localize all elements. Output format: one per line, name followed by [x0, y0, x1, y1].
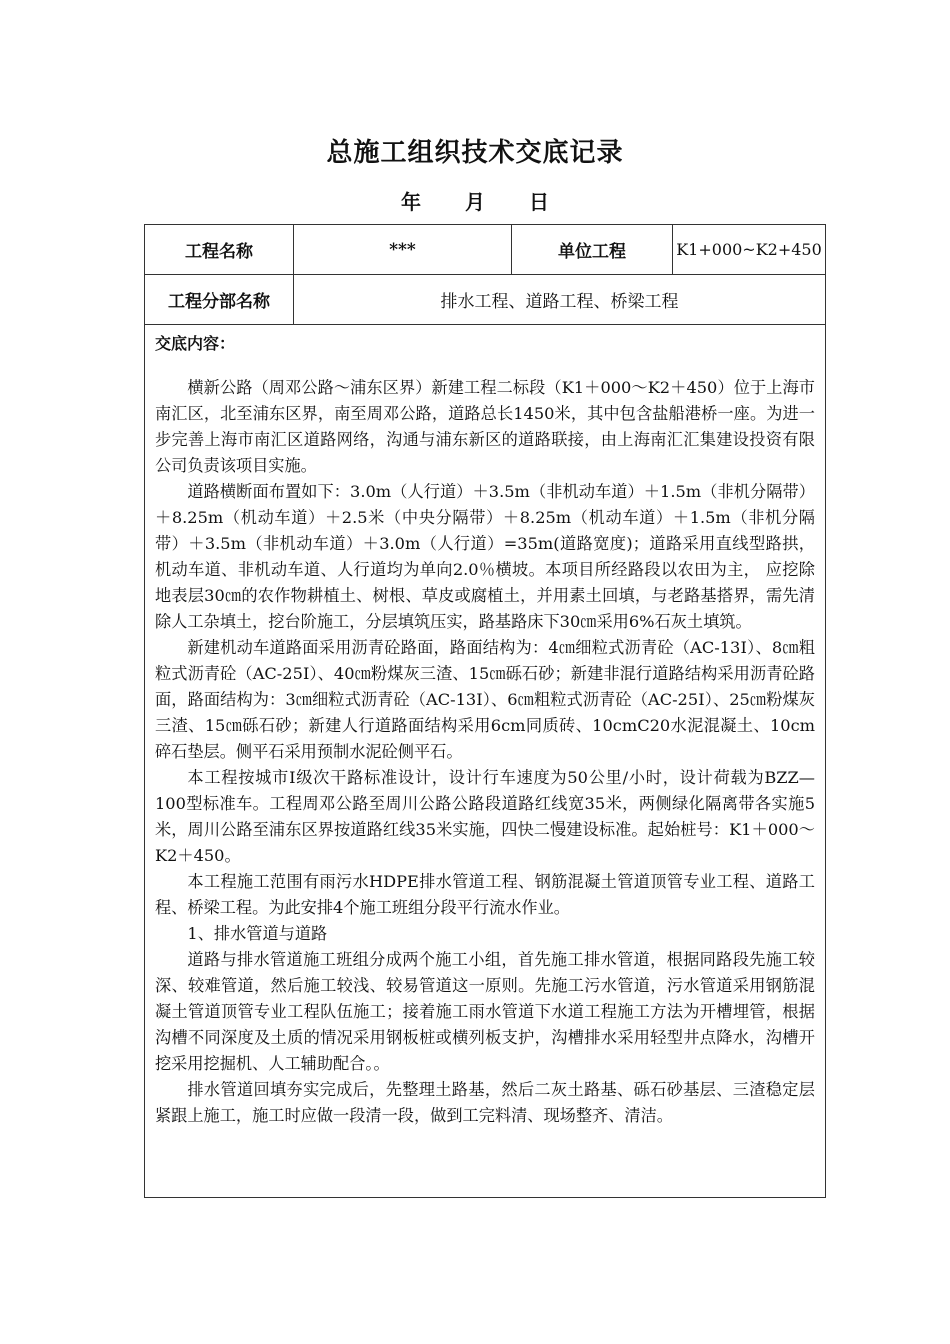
paragraph-backfill: 排水管道回填夯实完成后，先整理土路基，然后二灰土路基、砾石砂基层、三渣稳定层紧跟上施工，施工时应做一段清一段，做到工完料清、现场整齐、清洁。: [155, 1080, 815, 1125]
unit-project-value: K1+000~K2+450: [673, 225, 826, 275]
paragraph-drainage-method: 道路与排水管道施工班组分成两个施工小组，首先施工排水管道，根据同路段先施工较深、较难管道，然后施工较浅、较易管道这一原则。先施工污水管道，污水管道采用钢筋混凝土管道顶管专业工程队伍施工；接着施工雨水管道下水道工程施工方法为开槽埋管，根据沟槽不同深度及土质的情况采用钢板桩或横列板支护，沟槽排水采用轻型井点降水，沟槽开挖采用挖掘机、人工辅助配合。。: [155, 950, 815, 1073]
date-month: 月: [465, 190, 485, 214]
section-heading-drainage: 1、排水管道与道路: [187, 924, 328, 943]
paragraph-pavement: 新建机动车道路面采用沥青砼路面，路面结构为：4㎝细粒式沥青砼（AC-13Ⅰ）、8㎝粗粒式沥青砼（AC-25Ⅰ）、40㎝粉煤灰三渣、15㎝砾石砂；新建非混行道路结构采用沥青砼路面，路面结构为：3㎝细粒式沥青砼（AC-13Ⅰ）、6㎝粗粒式沥青砼（AC-25Ⅰ）、25㎝粉煤灰三渣、15㎝砾石砂；新建人行道路面结构采用6cm同质砖、10cmC20水泥混凝土、10cm碎石垫层。侧平石采用预制水泥砼侧平石。: [155, 638, 815, 761]
project-name-label: 工程名称: [145, 225, 294, 275]
paragraph-overview: 横新公路（周邓公路～浦东区界）新建工程二标段（K1＋000～K2＋450）位于上海市南汇区，北至浦东区界，南至周邓公路，道路总长1450米，其中包含盐船港桥一座。为进一步完善上海市南汇区道路网络，沟通与浦东新区的道路联接，由上海南汇汇集建设投资有限公司负责该项目实施。: [155, 378, 815, 475]
record-form-table: [144, 224, 826, 1198]
date-year: 年: [401, 190, 421, 214]
document-title: 总施工组织技术交底记录: [326, 138, 624, 168]
unit-project-label: 单位工程: [512, 225, 673, 275]
paragraph-scope: 本工程施工范围有雨污水HDPE排水管道工程、钢筋混凝土管道顶管专业工程、道路工程、桥梁工程。为此安排4个施工班组分段平行流水作业。: [155, 872, 815, 917]
content-label: 交底内容：: [155, 334, 236, 353]
paragraph-design-standard: 本工程按城市Ⅰ级次干路标准设计，设计行车速度为50公里/小时，设计荷载为BZZ—100型标准车。工程周邓公路至周川公路公路段道路红线宽35米，两侧绿化隔离带各实施5米，周川公路至浦东区界按道路红线35米实施，四快二慢建设标准。起始桩号：K1＋000～K2＋450。: [155, 768, 815, 865]
content-cell: [145, 325, 826, 1198]
date-day: 日: [529, 190, 549, 214]
paragraph-cross-section: 道路横断面布置如下：3.0m（人行道）＋3.5m（非机动车道）＋1.5m（非机分隔带）＋8.25m（机动车道）＋2.5米（中央分隔带）＋8.25m（机动车道）＋1.5m（非机分隔带）＋3.5m（非机动车道）＋3.0m（人行道）=35m(道路宽度)；道路采用直线型路拱，机动车道、非机动车道、人行道均为单向2.0％横坡。本项目所经路段以农田为主， 应挖除地表层30㎝的农作物耕植土、树根、草皮或腐植土，并用素土回填，与老路基搭界，需先清除人工杂填土，挖台阶施工，分层填筑压实，路基路床下30㎝采用6%石灰土填筑。: [155, 482, 815, 631]
project-name-value: ***: [294, 225, 512, 275]
sub-project-label: 工程分部名称: [145, 275, 294, 325]
date-line: [0, 186, 950, 215]
sub-project-value: 排水工程、道路工程、桥梁工程: [294, 275, 826, 325]
